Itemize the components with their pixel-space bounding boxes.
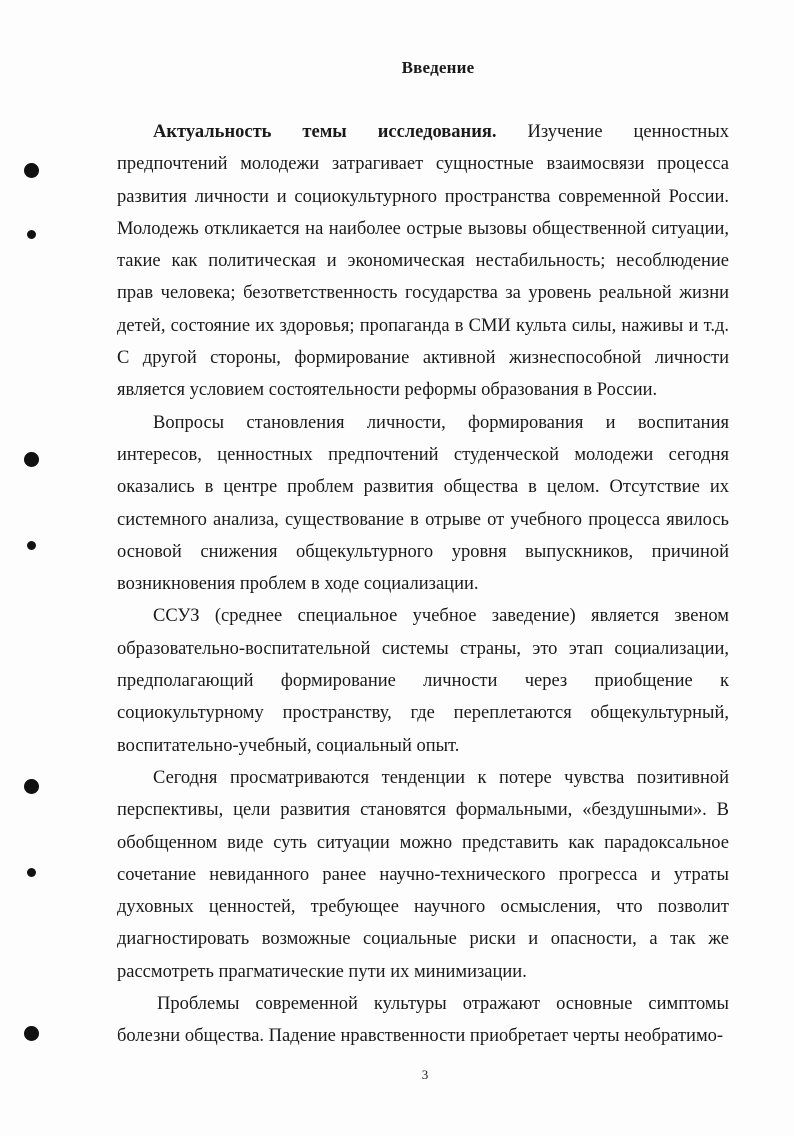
page-number: 3 [421, 1067, 429, 1082]
binder-hole-icon [27, 230, 36, 239]
body-text [117, 116, 729, 1053]
binder-hole-icon [27, 868, 36, 877]
binder-hole-icon [27, 541, 36, 550]
binder-hole-icon [24, 779, 39, 794]
page-title: Введение [401, 58, 475, 77]
paragraph: Сегодня просматриваются тенденции к потере чувства позитивной перспективы, цели развития становятся формальными, «бездушными». В обобщенном виде суть ситуации можно представить как парадоксальное сочетание невиданного ранее научно-технического прогресса и утраты духовных ценностей, требующее научного осмысления, что позволит диагностировать возможные социальные риски и опасности, а так же рассмотреть прагматические пути их минимизации. [117, 767, 729, 982]
paragraph: ССУЗ (среднее специальное учебное заведение) является звеном образовательно-воспитательной системы страны, это этап социализации, предполагающий формирование личности через приобщение к социокультурному пространству, где переплетаются общекультурный, воспитательно-учебный, социальный опыт. [117, 606, 729, 756]
binder-hole-icon [24, 452, 39, 467]
paragraph-text: Изучение ценностных предпочтений молодежи затрагивает сущностные взаимосвязи процесса развития личности и социокультурного пространства современной России. Молодежь откликается на наиболее острые вызовы общественной ситуации, такие как политическая и экономическая нестабильность; несоблюдение прав человека; безответственность государства за уровень реальной жизни детей, состояние их здоровья; пропаганда в СМИ культа силы, наживы и т.д. С другой стороны, формирование активной жизнеспособной личности является условием состоятельности реформы образования в России. [117, 122, 730, 401]
paragraph [117, 116, 729, 407]
lead-phrase: Актуальность темы исследования. [153, 122, 497, 142]
binder-hole-icon [24, 1026, 39, 1041]
paragraph: Проблемы современной культуры отражают основные симптомы болезни общества. Падение нравственности приобретает черты необратимо- [117, 994, 729, 1047]
binder-hole-icon [24, 163, 39, 178]
paragraph: Вопросы становления личности, формирования и воспитания интересов, ценностных предпочтений студенческой молодежи сегодня оказались в центре проблем развития общества в целом. Отсутствие их системного анализа, существование в отрыве от учебного процесса явилось основой снижения общекультурного уровня выпускников, причиной возникновения проблем в ходе социализации. [117, 412, 729, 595]
